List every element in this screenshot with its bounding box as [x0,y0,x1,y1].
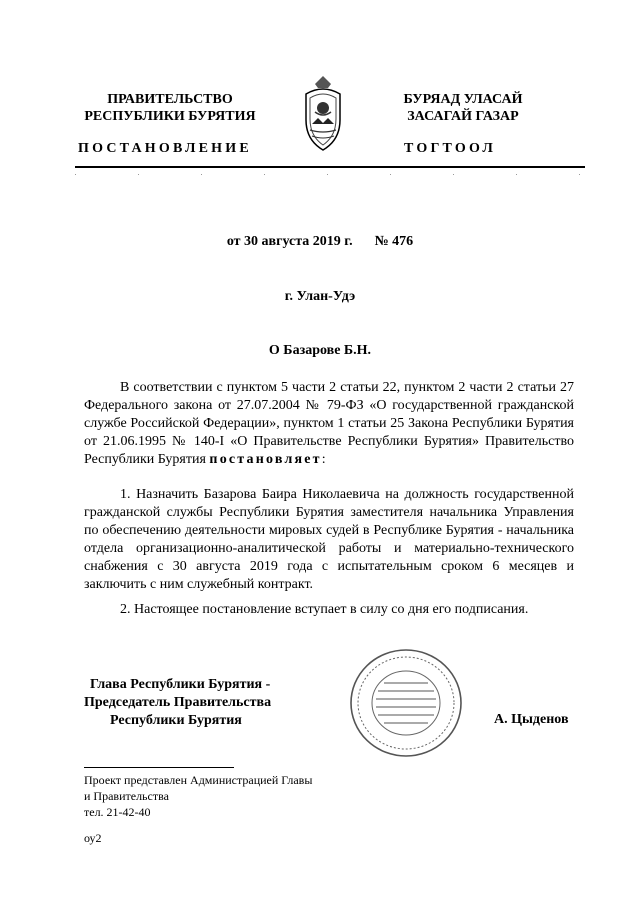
preamble-text: В соответствии с пунктом 5 части 2 статьи 22, пунктом 2 части 2 статьи 27 Федерального закона от 27.07.2004 № 79-ФЗ «О государственной гражданской службе Российской Федерации», пунктом 1 статьи 25 Закона Республики Бурятия от 21.06.1995 № 140-I «О Правительстве Республики Бурятия» Правительство Республики Бурятия [84,380,574,467]
paragraph-item-1: 1. Назначить Базарова Баира Николаевича на должность государственной гражданской службы Республики Бурятия заместителя начальника Управления по обеспечению деятельности мировых судей в Республике Бурятия - начальника отдела организационно-аналитической работы и материально-технического снабжения с 30 августа 2019 года с испытательным сроком 6 месяцев и заключить с ним служебный контракт. [84,487,574,592]
city: г. Улан-Удэ [284,289,356,304]
document-number: № 476 [374,234,414,249]
footer-line1: Проект представлен Администрацией Главы [84,773,313,787]
footer-phone: тел. 21-42-40 [84,805,151,819]
header-right [393,91,533,125]
doc-type-bur: ТОГТООЛ [404,141,497,156]
header-left [70,91,270,125]
preamble-colon: : [321,452,326,467]
footer-code: оу2 [84,831,102,845]
paragraph-item-2: 2. Настоящее постановление вступает в силу со дня его подписания. [120,602,529,617]
doc-type-ru: ПОСТАНОВЛЕНИЕ [78,141,252,156]
header-left-line1: ПРАВИТЕЛЬСТВО [107,92,233,107]
signer-title-line3: Республики Бурятия [110,713,242,728]
footer-line2: и Правительства [84,789,169,803]
resolves-word: постановляет [209,452,322,467]
coat-of-arms-icon [298,74,348,154]
footer-divider [84,767,234,768]
header-right-line1: БУРЯАД УЛАСАЙ [403,92,523,107]
signer-name: А. Цыденов [494,712,569,727]
official-seal-icon [348,647,464,759]
signer-title-line2: Председатель Правительства [84,695,272,710]
date-number-line [0,234,640,250]
document-date: от 30 августа 2019 г. [226,234,353,249]
paragraph-preamble [84,379,574,469]
document-subject: О Базарове Б.Н. [268,343,372,358]
header-divider [75,166,585,168]
header-dotted-line [75,173,585,176]
header-left-line2: РЕСПУБЛИКИ БУРЯТИЯ [84,109,256,124]
header-right-line2: ЗАСАГАЙ ГАЗАР [407,109,519,124]
signer-title-line1: Глава Республики Бурятия - [90,677,271,692]
